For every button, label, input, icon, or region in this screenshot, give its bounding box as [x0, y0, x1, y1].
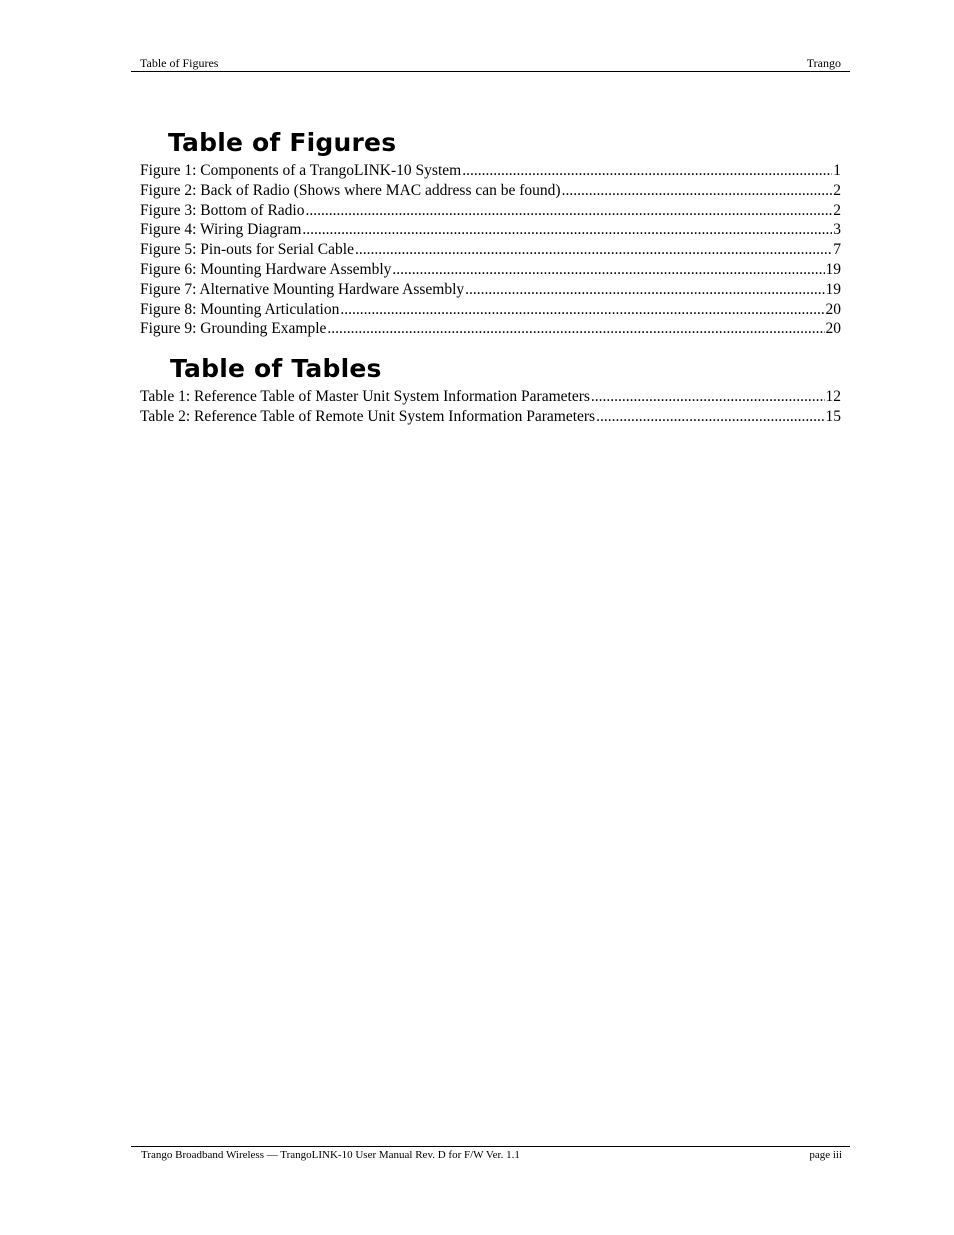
- dot-leader: [591, 387, 825, 407]
- figure-entry-1[interactable]: [140, 161, 841, 181]
- figure-entry-label: Figure 6: Mounting Hardware Assembly: [140, 260, 392, 278]
- figure-entry-label: Figure 5: Pin-outs for Serial Cable: [140, 241, 354, 259]
- header-company-name: Trango: [806, 56, 841, 70]
- figure-entry-7[interactable]: [140, 280, 841, 300]
- page-header: [131, 56, 850, 72]
- figure-entry-page: 19: [825, 260, 841, 278]
- dot-leader: [562, 181, 833, 201]
- footer-document-title: Trango Broadband Wireless — TrangoLINK-10 User Manual Rev. D for F/W Ver. 1.1: [141, 1149, 520, 1161]
- figure-entry-3[interactable]: [140, 201, 841, 221]
- table-entry-label: Table 1: Reference Table of Master Unit System Information Parameters: [140, 388, 590, 405]
- dot-leader: [302, 220, 832, 240]
- figure-entry-label: Figure 8: Mounting Articulation: [140, 300, 340, 318]
- figures-list: [140, 161, 841, 339]
- tables-list: [140, 387, 841, 427]
- figure-entry-2[interactable]: [140, 181, 841, 201]
- table-entry-label: Table 2: Reference Table of Remote Unit System Information Parameters: [140, 407, 596, 425]
- figure-entry-6[interactable]: [140, 260, 841, 280]
- figure-entry-page: 2: [833, 201, 841, 219]
- figure-entry-page: 7: [833, 241, 841, 259]
- figure-entry-page: 20: [825, 320, 841, 338]
- figures-section-title: Table of Figures: [168, 128, 397, 157]
- tables-section-title: Table of Tables: [170, 354, 382, 383]
- figure-entry-label: Figure 9: Grounding Example: [140, 320, 327, 338]
- dot-leader: [327, 319, 824, 339]
- dot-leader: [596, 407, 824, 427]
- dot-leader: [392, 260, 824, 280]
- figure-entry-label: Figure 7: Alternative Mounting Hardware Assembly: [140, 280, 465, 298]
- figure-entry-8[interactable]: [140, 300, 841, 320]
- figure-entry-page: 19: [825, 280, 841, 298]
- figure-entry-label: Figure 2: Back of Radio (Shows where MAC address can be found): [140, 181, 561, 199]
- dot-leader: [340, 300, 824, 320]
- figure-entry-5[interactable]: [140, 240, 841, 260]
- dot-leader: [355, 240, 832, 260]
- dot-leader: [462, 161, 832, 181]
- table-entry-1[interactable]: [140, 387, 841, 407]
- table-entry-2[interactable]: [140, 407, 841, 427]
- figure-entry-label: Figure 4: Wiring Diagram: [140, 221, 302, 239]
- figure-entry-label: Figure 1: Components of a TrangoLINK-10 System: [140, 162, 462, 179]
- footer-page-number: page iii: [809, 1149, 842, 1161]
- figure-entry-page: 3: [833, 221, 841, 239]
- figure-entry-4[interactable]: [140, 220, 841, 240]
- table-entry-page: 12: [825, 388, 841, 405]
- table-entry-page: 15: [825, 407, 841, 425]
- figure-entry-page: 1: [833, 162, 841, 179]
- figure-entry-page: 20: [825, 300, 841, 318]
- figure-entry-label: Figure 3: Bottom of Radio: [140, 201, 305, 219]
- dot-leader: [305, 201, 832, 221]
- header-section-name: Table of Figures: [140, 56, 219, 70]
- figure-entry-9[interactable]: [140, 319, 841, 339]
- figure-entry-page: 2: [833, 181, 841, 199]
- page-footer: [131, 1146, 850, 1167]
- dot-leader: [465, 280, 824, 300]
